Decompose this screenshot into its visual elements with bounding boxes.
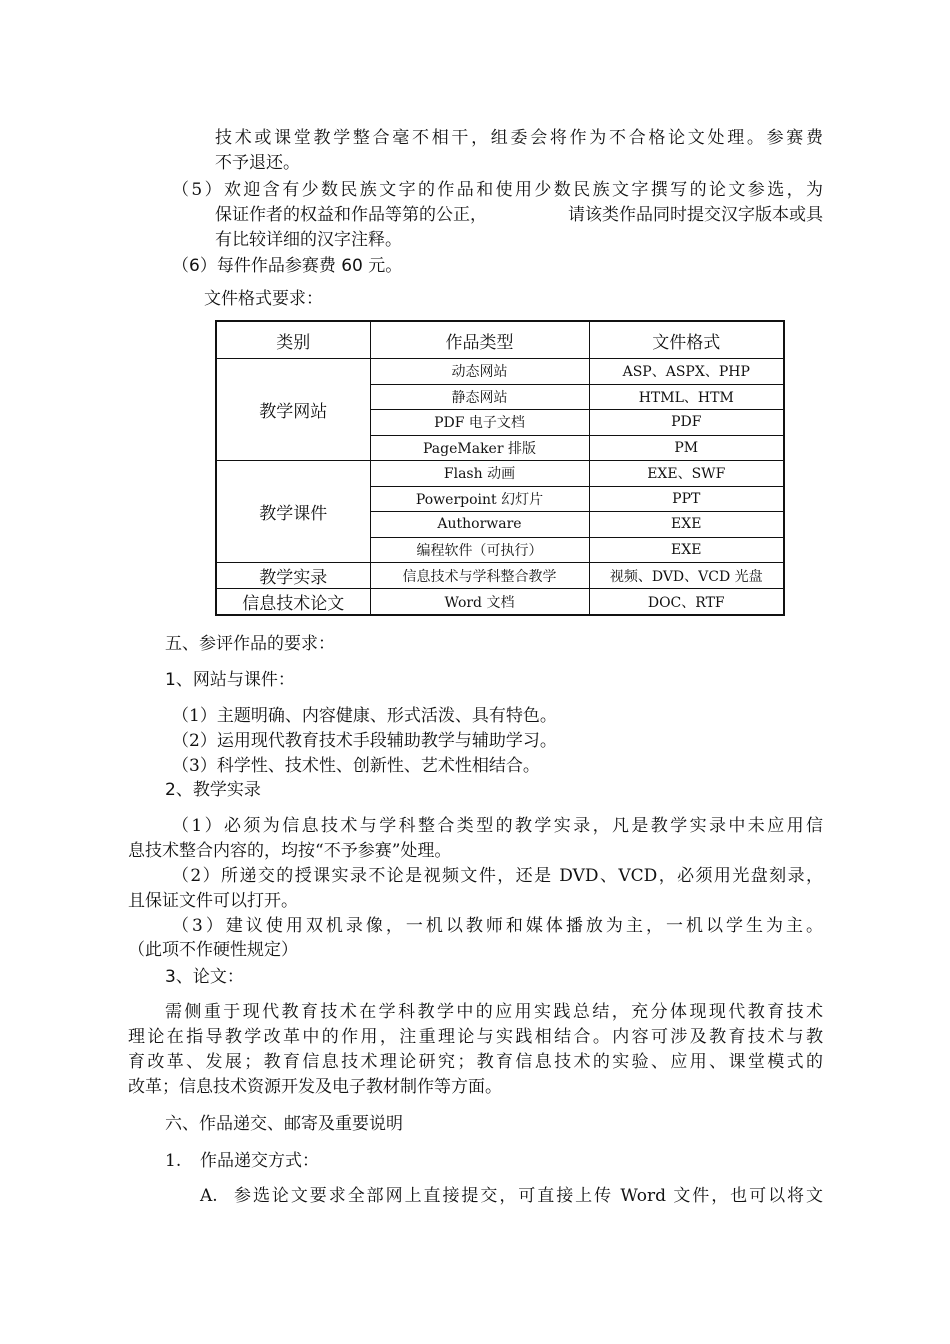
sub-2-paragraph-3-line-1: （3）建议使用双机录像，一机以教师和媒体播放为主，一机以学生为主。 xyxy=(172,916,823,936)
sub-3-line-2: 理论在指导教学改革中的作用，注重理论与实践相结合。内容可涉及教育技术与教 xyxy=(128,1027,823,1047)
file-format-cell: HTML、HTM xyxy=(589,384,784,410)
sub-2-paragraph-1-line-1: （1）必须为信息技术与学科整合类型的教学实录，凡是教学实录中未应用信 xyxy=(172,816,823,836)
sub-1-item-3: （3）科学性、技术性、创新性、艺术性相结合。 xyxy=(172,756,540,776)
file-format-title: 文件格式要求： xyxy=(204,289,323,309)
category-cell: 信息技术论文 xyxy=(216,589,370,616)
file-format-table xyxy=(215,320,785,616)
paragraph-5-line-2-normal: 保证作者的权益和作品等第的公正， xyxy=(215,205,487,225)
section-5-sub-3: 3、论文： xyxy=(165,967,244,987)
category-cell: 教学网站 xyxy=(216,359,370,461)
work-type-cell: 编程软件（可执行） xyxy=(370,537,589,563)
sub-3-line-3: 育改革、发展；教育信息技术理论研究；教育信息技术的实验、应用、课堂模式的 xyxy=(128,1052,823,1072)
paragraph-5-line-2 xyxy=(215,203,823,227)
table-row xyxy=(216,461,784,487)
sub-2-paragraph-2-line-1: （2）所递交的授课实录不论是视频文件，还是 DVD、VCD，必须用光盘刻录， xyxy=(172,866,823,886)
file-format-cell: 视频、DVD、VCD 光盘 xyxy=(589,563,784,589)
work-type-cell: PDF 电子文档 xyxy=(370,410,589,436)
item-a-letter: A. xyxy=(200,1186,218,1206)
work-type-cell: 静态网站 xyxy=(370,384,589,410)
sub-2-paragraph-3-line-2: （此项不作硬性规定） xyxy=(128,940,298,960)
header-file-format: 文件格式 xyxy=(589,321,784,359)
item-1-label: 作品递交方式： xyxy=(200,1151,319,1171)
section-5-title: 五、参评作品的要求： xyxy=(165,634,335,654)
item-1-number: 1. xyxy=(165,1151,182,1171)
section-5-sub-2: 2、教学实录 xyxy=(165,780,261,800)
table-row xyxy=(216,359,784,385)
work-type-cell: 信息技术与学科整合教学 xyxy=(370,563,589,589)
paragraph-5-line-3: 有比较详细的汉字注释。 xyxy=(215,230,402,250)
table-row xyxy=(216,563,784,589)
file-format-cell: ASP、ASPX、PHP xyxy=(589,359,784,385)
work-type-cell: PageMaker 排版 xyxy=(370,435,589,461)
file-format-cell: EXE xyxy=(589,537,784,563)
header-category: 类别 xyxy=(216,321,370,359)
table-row xyxy=(216,589,784,616)
file-format-cell: PM xyxy=(589,435,784,461)
sub-3-line-1: 需侧重于现代教育技术在学科教学中的应用实践总结，充分体现现代教育技术 xyxy=(165,1002,823,1022)
file-format-cell: EXE xyxy=(589,512,784,538)
work-type-cell: Powerpoint 幻灯片 xyxy=(370,486,589,512)
file-format-cell: PPT xyxy=(589,486,784,512)
section-5-sub-1: 1、网站与课件： xyxy=(165,670,295,690)
sub-1-item-1: （1）主题明确、内容健康、形式活泼、具有特色。 xyxy=(172,706,557,726)
section-6-title: 六、作品递交、邮寄及重要说明 xyxy=(165,1114,403,1134)
header-work-type: 作品类型 xyxy=(370,321,589,359)
paragraph-4-continuation-line-2: 不予退还。 xyxy=(215,153,300,173)
file-format-cell: PDF xyxy=(589,410,784,436)
sub-3-line-4: 改革；信息技术资源开发及电子教材制作等方面。 xyxy=(128,1077,502,1097)
item-a-text: 参选论文要求全部网上直接提交，可直接上传 Word 文件，也可以将文 xyxy=(234,1186,823,1206)
work-type-cell: Authorware xyxy=(370,512,589,538)
paragraph-5-line-2-emphasis: 请该类作品同时提交汉字版本或具 xyxy=(568,205,823,225)
paragraph-4-continuation-line-1: 技术或课堂教学整合毫不相干，组委会将作为不合格论文处理。参赛费 xyxy=(215,128,823,148)
file-format-cell: EXE、SWF xyxy=(589,461,784,487)
sub-1-item-2: （2）运用现代教育技术手段辅助教学与辅助学习。 xyxy=(172,731,557,751)
sub-2-paragraph-2-line-2: 且保证文件可以打开。 xyxy=(128,891,298,911)
table-header-row xyxy=(216,321,784,359)
paragraph-6: （6）每件作品参赛费 60 元。 xyxy=(172,256,403,276)
work-type-cell: 动态网站 xyxy=(370,359,589,385)
file-format-cell: DOC、RTF xyxy=(589,589,784,616)
category-cell: 教学实录 xyxy=(216,563,370,589)
category-cell: 教学课件 xyxy=(216,461,370,563)
sub-2-paragraph-1-line-2: 息技术整合内容的，均按“不予参赛”处理。 xyxy=(128,841,452,861)
work-type-cell: Flash 动画 xyxy=(370,461,589,487)
work-type-cell: Word 文档 xyxy=(370,589,589,616)
paragraph-5-line-1: （5）欢迎含有少数民族文字的作品和使用少数民族文字撰写的论文参选，为 xyxy=(172,180,823,200)
